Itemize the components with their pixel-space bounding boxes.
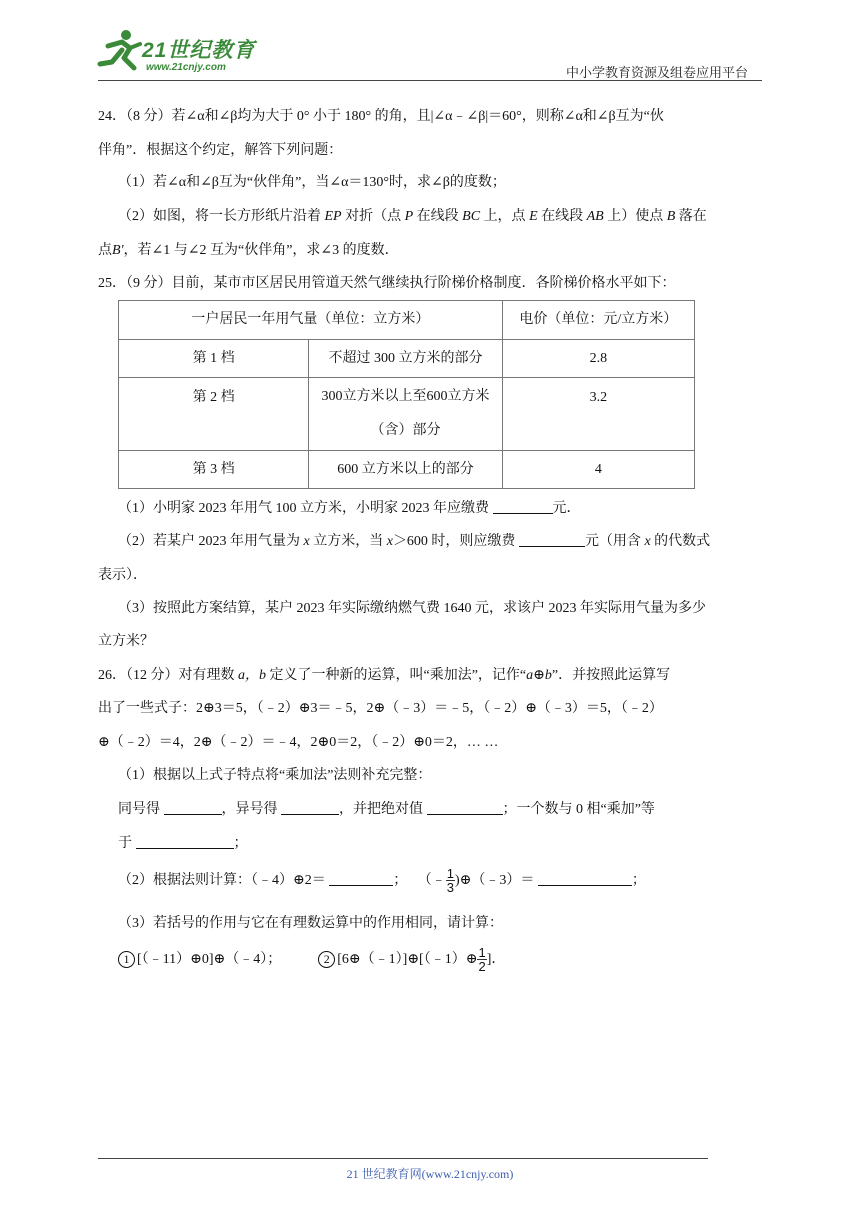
q26-part1-intro: （1）根据以上式子特点将“乘加法”法则补充完整： <box>118 768 432 783</box>
q26-part2: （2）根据法则计算：（﹣4）⊕2＝ ； （﹣ $\frac{1}{3}$ )⊕（﹣3）＝ ； <box>118 866 646 896</box>
fraction-one-half: $\frac{1}{2}$ <box>478 945 486 975</box>
q26-part3-intro: （3）若括号的作用与它在有理数运算中的作用相同，请计算： <box>118 916 503 931</box>
q26-part1-line: 同号得 ，异号得 ，并把绝对值 ；一个数与 0 相“乘加”等 <box>118 802 655 817</box>
footer-text: 21 世纪教育网(www.21cnjy.com) <box>346 1167 514 1181</box>
q25-part3-line1: （3）按照此方案结算，某户 2023 年实际缴纳燃气费 1640 元，求该户 2023 年实际用气量为多少 <box>118 601 706 616</box>
circled-number-2: 2 <box>318 951 335 968</box>
table-row: 第 3 档 600 立方米以上的部分 4 <box>119 451 695 489</box>
q25-part2-line2: 表示）． <box>98 568 147 583</box>
q26-line2: 出了一些式子：2⊕3＝5，（﹣2）⊕3＝﹣5，2⊕（﹣3）＝﹣5，（﹣2）⊕（﹣3）＝5，（﹣2） <box>98 701 663 716</box>
circled-number-1: 1 <box>118 951 135 968</box>
q25-intro: 25．（9 分）目前，某市市区居民用管道天然气继续执行阶梯价格制度．各阶梯价格水平如下： <box>98 276 676 291</box>
q25-part3-line2: 立方米？ <box>98 634 154 649</box>
answer-blank[interactable] <box>519 532 585 547</box>
answer-blank[interactable] <box>427 800 503 815</box>
table-row: 第 2 档 300立方米以上至600立方米 （含）部分 3.2 <box>119 378 695 451</box>
answer-blank[interactable] <box>136 834 234 849</box>
q24-line2: 伴角”．根据这个约定，解答下列问题： <box>98 143 343 158</box>
q25-part2-line1: （2）若某户 2023 年用气量为 x 立方米，当 x＞600 时，则应缴费 元（用含 x 的代数式 <box>118 534 711 549</box>
logo-url-text: www.21cnjy.com <box>146 62 226 73</box>
logo-main-text: 21世纪教育 <box>142 39 256 62</box>
q24-part2-line2: 点B'，若∠1 与∠2 互为“伙伴角”，求∠3 的度数． <box>98 243 399 258</box>
gas-price-table <box>118 300 695 489</box>
answer-blank[interactable] <box>164 800 222 815</box>
header-logo <box>96 28 266 78</box>
header-rule <box>98 80 762 81</box>
table-header-usage: 一户居民一年用气量（单位：立方米） <box>119 301 503 340</box>
q26-part1-line2: 于 ； <box>118 836 248 851</box>
header-right-text: 中小学教育资源及组卷应用平台 <box>566 65 749 80</box>
q24-part1: （1）若∠α和∠β互为“伙伴角”，当∠α＝130°时，求∠β的度数； <box>118 175 506 190</box>
answer-blank[interactable] <box>538 871 632 886</box>
q25-part1: （1）小明家 2023 年用气 100 立方米，小明家 2023 年应缴费 元． <box>118 501 581 516</box>
q24-part2-line1: （2）如图，将一长方形纸片沿着 EP 对折（点 P 在线段 BC 上，点 E 在线段 AB 上）使点 B 落在 <box>118 209 707 224</box>
runner-logo-icon <box>96 28 144 74</box>
answer-blank[interactable] <box>281 800 339 815</box>
q26-part3-exprs: 1 [（﹣11）⊕0]⊕（﹣4）； 2 [6⊕（﹣1）]⊕[（﹣1）⊕ $\frac{1}{2}$ ]． <box>118 945 505 975</box>
footer-rule <box>98 1158 708 1159</box>
table-header-price: 电价（单位：元/立方米） <box>502 301 694 340</box>
table-row: 第 1 档 不超过 300 立方米的部分 2.8 <box>119 340 695 378</box>
answer-blank[interactable] <box>493 499 553 514</box>
answer-blank[interactable] <box>329 871 393 886</box>
fraction-one-third: $\frac{1}{3}$ <box>446 866 454 896</box>
q24-line1: 24．（8 分）若∠α和∠β均为大于 0° 小于 180° 的角，且|∠α﹣∠β|＝60°，则称∠α和∠β互为“伙 <box>98 109 664 124</box>
q26-line1: 26．（12 分）对有理数 a，b 定义了一种新的运算，叫“乘加法”，记作“a⊕b”．并按照此运算写 <box>98 668 671 683</box>
q26-line3: ⊕（﹣2）＝4，2⊕（﹣2）＝﹣4，2⊕0＝2，（﹣2）⊕0＝2，… … <box>98 735 499 750</box>
